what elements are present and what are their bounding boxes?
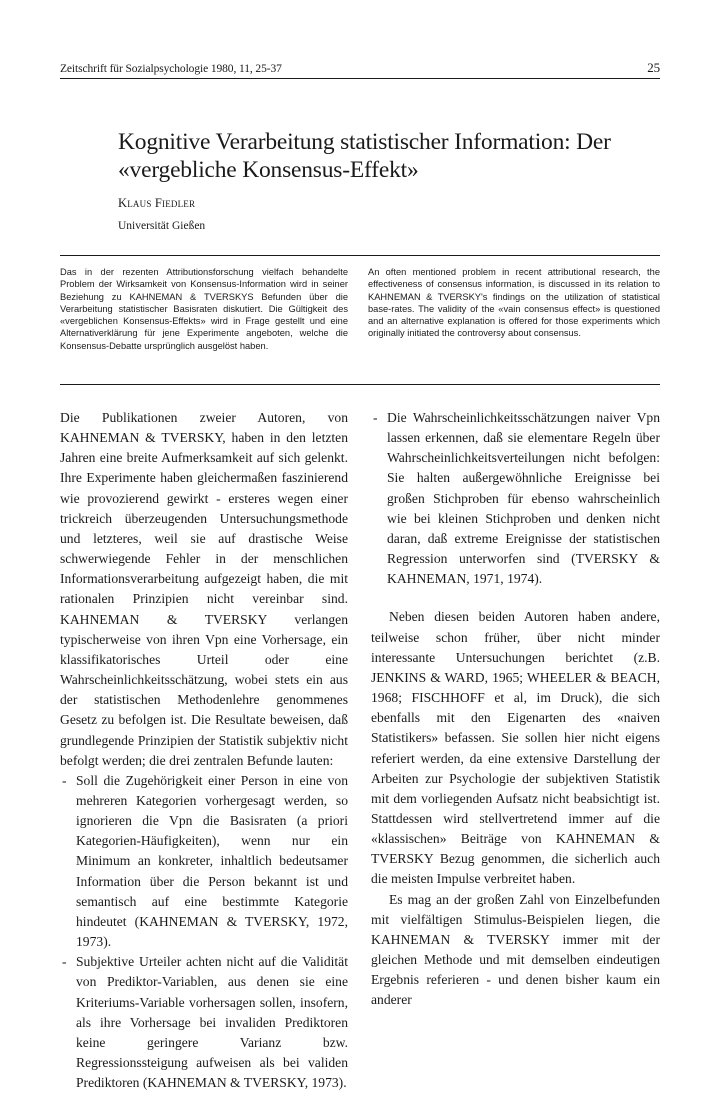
journal-citation: Zeitschrift für Sozialpsychologie 1980, 11, 25-37: [60, 63, 282, 75]
finding-item-1: - Soll die Zugehörigkeit einer Person in eine von mehreren Kategorien vorhergesagt werden, so ignorieren die Vpn die Basisraten (a priori Kategorien-Häufigkeiten), wenn nur ein Minimum an konkreter, inhaltlich bedeutsamer Information über die Person bekannt ist und semantisch auf eine bestimmte Kategorie hindeutet (KAHNEMAN & TVERSKY, 1972, 1973).: [60, 771, 348, 952]
body-paragraph-2: Neben diesen beiden Autoren haben andere, teilweise schon früher, über nicht minder interessante Untersuchungen berichtet (z.B. JENKINS & WARD, 1965; WHEELER & BEACH, 1968; FISCHHOFF et al, im Druck), die sich ebenfalls mit den Eigenarten des «naiven Statistikers» befassen. Sie sollen hier nicht eigens referiert werden, da eine extensive Darstellung der Arbeiten zur Psychologie der subjektiven Statistik mit dem vorliegenden Aufsatz nicht beabsichtigt ist. Stattdessen wird stellvertretend immer auf die «klassischen» Beiträge von KAHNEMAN & TVERSKY Bezug genommen, die sicherlich auch die meisten Impulse verbreitet haben.: [371, 609, 660, 887]
header-rule: [60, 78, 660, 79]
running-head: [60, 60, 660, 76]
findings-list: [60, 771, 348, 1093]
abstract-top-rule: [60, 255, 660, 256]
page-number: 25: [647, 60, 660, 75]
abstract-german: Das in der rezenten Attributionsforschung vielfach behandelte Problem der Wirksamkeit von Konsensus-Information wird in seiner Beziehung zu KAHNEMAN & TVERSKYS Befunden über die Verarbeitung statistischer Basisraten diskutiert. Die Gültigkeit des «vergeblichen Konsensus-Effekts» wird in Frage gestellt und eine Alternativerklärung für jene Experimente angeboten, welche die Konsensus-Debatte ursprünglich ausgelöst haben.: [60, 267, 348, 351]
author-affiliation: Universität Gießen: [118, 220, 206, 232]
finding-item-2: - Subjektive Urteiler achten nicht auf die Validität von Prediktor-Variablen, aus denen sie eine Kriteriums-Variable vorhersagen sollen, insofern, als ihre Vorhersage bei invaliden Prediktoren keine geringere Varianz bzw. Regressionssteigung aufweisen als bei validen Prediktoren (KAHNEMAN & TVERSKY, 1973).: [60, 952, 348, 1093]
body-column-right: [371, 408, 660, 1011]
findings-list-continued: [371, 408, 660, 589]
finding-item-3: - Die Wahrscheinlichkeitsschätzungen naiver Vpn lassen erkennen, daß sie elementare Regeln über Wahrscheinlichkeitsverteilungen nicht befolgen: Sie halten außergewöhnliche Ereignisse bei großen Stichproben für ebenso wahrscheinlich wie bei kleinen Stichproben und denken nicht daran, daß extreme Ereignisse der statistischen Regression unterworfen sind (TVERSKY & KAHNEMAN, 1971, 1974).: [371, 408, 660, 589]
intro-paragraph: Die Publikationen zweier Autoren, von KAHNEMAN & TVERSKY, haben in den letzten Jahren eine breite Aufmerksamkeit auf sich gelenkt. Ihre Experimente haben gleichermaßen faszinierend wie provozierend gewirkt - ersteres wegen einer trickreich überzeugenden Untersuchungsmethode und letzteres, weil sie auf drastische Weise schwerwiegende Fehler in der menschlichen Informationsverarbeitung aufgezeigt haben, die mit rationalen Prinzipien nicht vereinbar sind. KAHNEMAN & TVERSKY verlangen typischerweise von ihren Vpn eine Vorhersage, ein klassifikatorisches Urteil oder eine Wahrscheinlichkeitsschätzung, wobei stets ein aus der statistischen Methodenlehre genommenes Gesetz zu befolgen ist. Die Resultate beweisen, daß grundlegende Prinzipien der Statistik subjektiv nicht befolgt werden; die drei zentralen Befunde lauten:: [60, 410, 348, 768]
body-column-left: [60, 408, 348, 1093]
article-title: Kognitive Verarbeitung statistischer Information: Der «vergebliche Konsensus-Effekt»: [118, 129, 611, 183]
author-name: Klaus Fiedler: [118, 196, 196, 210]
abstract-english: An often mentioned problem in recent attributional research, the effectiveness of consensus information, is discussed in its relation to KAHNEMAN & TVERSKY's findings on the utilization of statistical base-rates. The validity of the «vain consensus effect» is questioned and an alternative explanation is offered for those experiments which originally initiated the controversy about consensus.: [368, 267, 660, 339]
body-paragraph-3: Es mag an der großen Zahl von Einzelbefunden mit vielfältigen Stimulus-Beispielen liegen, die KAHNEMAN & TVERSKY immer mit der gleichen Methode und mit demselben eindeutigen Ergebnis referieren - und denen bisher kaum ein anderer: [371, 891, 660, 1008]
abstract-bottom-rule: [60, 384, 660, 385]
